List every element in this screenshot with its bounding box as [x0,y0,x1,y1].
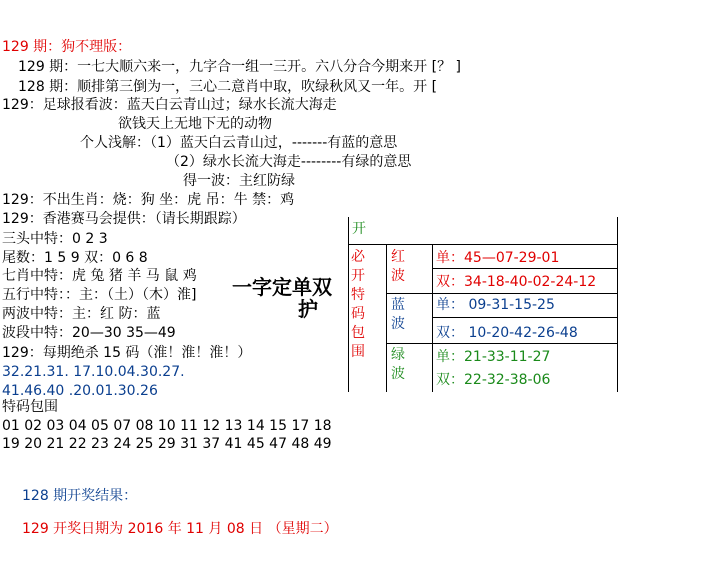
center-label-line-2: 护 [298,297,318,321]
liang-bo: 两波中特：主：红 防：蓝 [2,306,161,322]
red-dan: 单：45—07-29-01 [436,250,560,266]
te-ma-row-2: 19 20 21 22 23 24 25 29 31 37 41 45 47 48 49 [2,436,332,452]
san-tou: 三头中特：0 2 3 [2,231,108,247]
center-label-line-1: 一字定单双 [232,275,332,299]
qi-xiao: 七肖中特：虎 兔 猪 羊 马 鼠 鸡 [2,268,197,284]
green-dan: 单：21-33-11-27 [436,349,551,365]
te-ma-title: 特码包围 [2,399,58,415]
blue-dan: 单： 09-31-15-25 [436,297,555,313]
text-line-5: 个人浅解：（1）蓝天白云青山过，-------有蓝的意思 [80,135,398,151]
blue-wave-label: 蓝波 [391,297,405,332]
table-kai: 开 [352,221,366,237]
text-line-4: 欲钱天上无地下无的动物 [118,116,272,132]
jue-sha-numbers-1: 32.21.31. 17.10.04.30.27. [2,364,185,380]
text-line-1: 129 期：一七大顺六来一，九字合一组一三开。六八分合今期来开 [？ ] [18,59,461,75]
jue-sha-numbers-2: 41.46.40 .20.01.30.26 [2,383,158,399]
text-line-9: 129：香港赛马会提供：（请长期跟踪） [2,211,246,227]
text-line-2: 128 期：顺排第三倒为一，三心二意肖中取，吹绿秋风又一年。开 [ [18,79,438,95]
text-line-3: 129：足球报看波：蓝天白云青山过；绿水长流大海走 [2,97,337,113]
text-line-8: 129：不出生肖：烧：狗 坐：虎 吊：牛 禁：鸡 [2,192,295,208]
text-line-7: 得一波：主红防绿 [183,173,295,189]
page-title: 129 期：狗不理版： [2,39,132,55]
draw-date: 129 开奖日期为 2016 年 11 月 08 日 （星期二） [22,521,338,537]
blue-shuang: 双： 10-20-42-26-48 [436,325,578,341]
jue-sha: 129：每期绝杀 15 码（淮！淮！淮！） [2,345,252,361]
wei-shu: 尾数：1 5 9 双：0 6 8 [2,250,148,266]
bo-duan: 波段中特：20—30 35—49 [2,325,176,341]
text-line-6: （2）绿水长流大海走--------有绿的意思 [166,154,412,170]
red-shuang: 双：34-18-40-02-24-12 [436,274,597,290]
te-ma-row-1: 01 02 03 04 05 07 08 10 11 12 13 14 15 17 18 [2,418,332,434]
draw-result-label: 128 期开奖结果： [22,488,138,504]
green-shuang: 双：22-32-38-06 [436,372,551,388]
red-wave-label: 红波 [391,249,405,284]
green-wave-label: 绿波 [391,347,405,382]
wu-xing: 五行中特：：主：（土）（木）淮] [2,287,197,303]
table-bikai-label: 必开特码包围 [351,249,365,360]
